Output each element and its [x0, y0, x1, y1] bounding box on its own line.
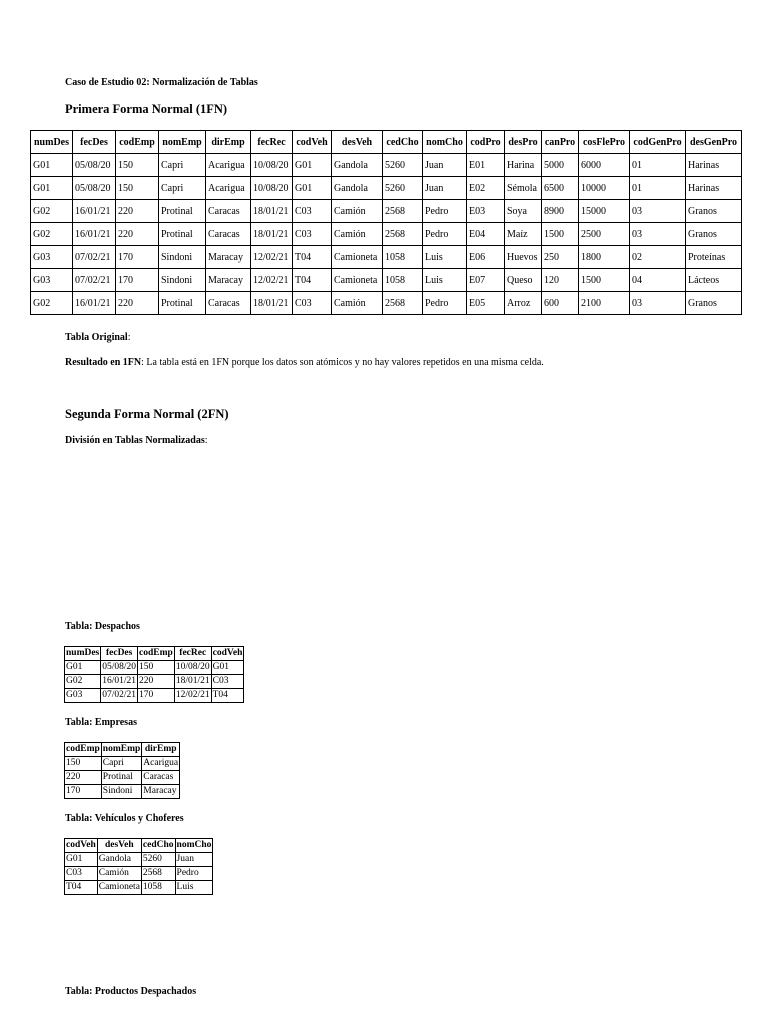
table-cell: Sindoni [101, 785, 141, 799]
table-cell: 220 [138, 675, 175, 689]
table-cell: 2568 [383, 223, 423, 246]
table-cell: Granos [686, 200, 742, 223]
table-cell: Juan [423, 177, 467, 200]
table-cell: 05/08/20 [101, 661, 138, 675]
table-row [31, 246, 742, 269]
table-cell: Pedro [175, 867, 213, 881]
table-cell: 18/01/21 [251, 200, 293, 223]
table-cell: 170 [116, 269, 159, 292]
table-cell: Sémola [505, 177, 542, 200]
table-row [65, 867, 213, 881]
column-header: nomCho [175, 839, 213, 853]
table-cell: 600 [542, 292, 579, 315]
table-cell: 07/02/21 [73, 269, 116, 292]
table-cell: 6000 [579, 154, 630, 177]
vehiculos-table [64, 838, 213, 895]
table-row [65, 661, 244, 675]
table-cell: 150 [116, 154, 159, 177]
case-study-title: Caso de Estudio 02: Normalización de Tablas [65, 77, 258, 88]
table-row [31, 154, 742, 177]
column-header: fecRec [174, 647, 211, 661]
column-header: codVeh [211, 647, 244, 661]
table-cell: Huevos [505, 246, 542, 269]
table-cell: C03 [293, 223, 332, 246]
table-cell: Camioneta [97, 881, 141, 895]
table-cell: G03 [31, 269, 73, 292]
column-header: desVeh [97, 839, 141, 853]
table-cell: Capri [159, 177, 206, 200]
table-cell: 01 [630, 177, 686, 200]
table-cell: Caracas [206, 200, 251, 223]
table-cell: Capri [101, 757, 141, 771]
table-header-row [31, 131, 742, 154]
despachos-table-label: Tabla: Despachos [65, 621, 140, 632]
table-cell: 10000 [579, 177, 630, 200]
table-cell: T04 [211, 689, 244, 703]
table-cell: 15000 [579, 200, 630, 223]
table-cell: G01 [293, 154, 332, 177]
table-header-row [65, 743, 180, 757]
table-cell: E06 [467, 246, 505, 269]
table-cell: G01 [293, 177, 332, 200]
table-cell: 03 [630, 200, 686, 223]
table-cell: Luis [423, 269, 467, 292]
table-cell: G01 [31, 154, 73, 177]
table-cell: 01 [630, 154, 686, 177]
table-cell: T04 [65, 881, 98, 895]
table-row [31, 200, 742, 223]
table-cell: Queso [505, 269, 542, 292]
table-cell: Camioneta [332, 246, 383, 269]
column-header: nomCho [423, 131, 467, 154]
table-cell: G03 [65, 689, 101, 703]
table-row [31, 292, 742, 315]
table-row [65, 689, 244, 703]
table-cell: G02 [31, 223, 73, 246]
table-cell: Maíz [505, 223, 542, 246]
column-header: codGenPro [630, 131, 686, 154]
table-cell: G02 [65, 675, 101, 689]
table-cell: 03 [630, 223, 686, 246]
column-header: cosFlePro [579, 131, 630, 154]
table-cell: Protinal [159, 223, 206, 246]
table-cell: C03 [293, 292, 332, 315]
column-header: codEmp [116, 131, 159, 154]
table-cell: 1500 [542, 223, 579, 246]
table-cell: 12/02/21 [251, 269, 293, 292]
table-cell: 170 [65, 785, 102, 799]
table-row [31, 269, 742, 292]
table-cell: 2568 [383, 292, 423, 315]
table-cell: 2500 [579, 223, 630, 246]
table-row [31, 223, 742, 246]
table-cell: Harinas [686, 177, 742, 200]
column-header: dirEmp [206, 131, 251, 154]
column-header: cedCho [141, 839, 175, 853]
table-cell: 2100 [579, 292, 630, 315]
table-cell: G02 [31, 292, 73, 315]
table-cell: Harinas [686, 154, 742, 177]
table-header-row [65, 647, 244, 661]
table-cell: 12/02/21 [174, 689, 211, 703]
vehiculos-table-label: Tabla: Vehículos y Choferes [65, 813, 184, 824]
column-header: desPro [505, 131, 542, 154]
table-cell: 16/01/21 [73, 292, 116, 315]
table-cell: 1500 [579, 269, 630, 292]
table-cell: 8900 [542, 200, 579, 223]
table-row [31, 177, 742, 200]
table-cell: G03 [31, 246, 73, 269]
table-row [65, 771, 180, 785]
table-row [65, 675, 244, 689]
table-cell: T04 [293, 246, 332, 269]
table-row [65, 853, 213, 867]
table-cell: Maracay [206, 246, 251, 269]
table-cell: 04 [630, 269, 686, 292]
column-header: codPro [467, 131, 505, 154]
table-cell: 220 [65, 771, 102, 785]
table-cell: G01 [65, 853, 98, 867]
column-header: desGenPro [686, 131, 742, 154]
table-cell: 170 [138, 689, 175, 703]
table-cell: Capri [159, 154, 206, 177]
table-cell: Caracas [142, 771, 180, 785]
table-cell: 6500 [542, 177, 579, 200]
table-cell: 250 [542, 246, 579, 269]
table-cell: Arroz [505, 292, 542, 315]
table-cell: Juan [423, 154, 467, 177]
table-cell: 10/08/20 [174, 661, 211, 675]
despachos-table [64, 646, 244, 703]
column-header: nomEmp [101, 743, 141, 757]
table-row [65, 881, 213, 895]
column-header: codVeh [65, 839, 98, 853]
original-table [30, 130, 742, 315]
empresas-table [64, 742, 180, 799]
column-header: cedCho [383, 131, 423, 154]
table-cell: Protinal [159, 200, 206, 223]
column-header: fecDes [73, 131, 116, 154]
table-cell: Soya [505, 200, 542, 223]
table-cell: 1058 [383, 269, 423, 292]
result-1fn-text: Resultado en 1FN: La tabla está en 1FN porque los datos son atómicos y no hay valores repetidos en una misma celda. [65, 357, 544, 368]
table-cell: 1058 [383, 246, 423, 269]
table-cell: 18/01/21 [251, 223, 293, 246]
section-heading-1fn: Primera Forma Normal (1FN) [65, 102, 228, 116]
table-cell: E07 [467, 269, 505, 292]
table-cell: Camión [332, 200, 383, 223]
table-cell: E03 [467, 200, 505, 223]
table-cell: 18/01/21 [251, 292, 293, 315]
table-cell: Acarigua [206, 177, 251, 200]
column-header: fecRec [251, 131, 293, 154]
table-cell: Juan [175, 853, 213, 867]
column-header: desVeh [332, 131, 383, 154]
table-cell: Granos [686, 292, 742, 315]
table-cell: 07/02/21 [101, 689, 138, 703]
section-heading-2fn: Segunda Forma Normal (2FN) [65, 407, 229, 421]
table-cell: T04 [293, 269, 332, 292]
table-cell: Maracay [206, 269, 251, 292]
column-header: dirEmp [142, 743, 180, 757]
table-cell: E04 [467, 223, 505, 246]
table-cell: 5260 [383, 154, 423, 177]
table-cell: 03 [630, 292, 686, 315]
original-table-caption: Tabla Original: [65, 332, 131, 343]
table-cell: 1058 [141, 881, 175, 895]
table-cell: Proteínas [686, 246, 742, 269]
table-cell: 18/01/21 [174, 675, 211, 689]
table-cell: E01 [467, 154, 505, 177]
table-cell: C03 [293, 200, 332, 223]
table-cell: Luis [175, 881, 213, 895]
table-cell: C03 [211, 675, 244, 689]
table-cell: Caracas [206, 223, 251, 246]
table-cell: G01 [65, 661, 101, 675]
table-cell: 12/02/21 [251, 246, 293, 269]
table-cell: Pedro [423, 223, 467, 246]
column-header: fecDes [101, 647, 138, 661]
column-header: codEmp [138, 647, 175, 661]
table-cell: Sindoni [159, 269, 206, 292]
table-cell: E02 [467, 177, 505, 200]
table-cell: 220 [116, 223, 159, 246]
table-cell: 170 [116, 246, 159, 269]
table-cell: G02 [31, 200, 73, 223]
table-cell: 16/01/21 [73, 223, 116, 246]
table-cell: 05/08/20 [73, 154, 116, 177]
empresas-table-label: Tabla: Empresas [65, 717, 137, 728]
table-cell: 5260 [141, 853, 175, 867]
table-cell: Gandola [332, 177, 383, 200]
table-cell: Gandola [97, 853, 141, 867]
column-header: codEmp [65, 743, 102, 757]
table-cell: Granos [686, 223, 742, 246]
table-cell: Acarigua [142, 757, 180, 771]
table-cell: Luis [423, 246, 467, 269]
table-cell: Maracay [142, 785, 180, 799]
column-header: numDes [31, 131, 73, 154]
table-cell: 10/08/20 [251, 154, 293, 177]
table-cell: 5000 [542, 154, 579, 177]
table-cell: 07/02/21 [73, 246, 116, 269]
table-cell: Lácteos [686, 269, 742, 292]
table-cell: Caracas [206, 292, 251, 315]
table-cell: 120 [542, 269, 579, 292]
table-cell: Camión [97, 867, 141, 881]
table-cell: Pedro [423, 200, 467, 223]
table-cell: 5260 [383, 177, 423, 200]
table-cell: Harina [505, 154, 542, 177]
table-cell: 1800 [579, 246, 630, 269]
table-cell: Protinal [101, 771, 141, 785]
table-cell: Protinal [159, 292, 206, 315]
table-cell: Camión [332, 223, 383, 246]
table-row [65, 785, 180, 799]
table-cell: Gandola [332, 154, 383, 177]
table-cell: G01 [211, 661, 244, 675]
table-cell: Sindoni [159, 246, 206, 269]
table-cell: Camión [332, 292, 383, 315]
table-cell: 16/01/21 [101, 675, 138, 689]
table-cell: Acarigua [206, 154, 251, 177]
table-row [65, 757, 180, 771]
table-cell: Camioneta [332, 269, 383, 292]
division-caption: División en Tablas Normalizadas: [65, 435, 208, 446]
table-cell: 10/08/20 [251, 177, 293, 200]
table-cell: 220 [116, 292, 159, 315]
column-header: codVeh [293, 131, 332, 154]
table-cell: 150 [138, 661, 175, 675]
table-cell: 220 [116, 200, 159, 223]
table-header-row [65, 839, 213, 853]
column-header: nomEmp [159, 131, 206, 154]
table-cell: 02 [630, 246, 686, 269]
table-cell: E05 [467, 292, 505, 315]
table-cell: G01 [31, 177, 73, 200]
table-cell: C03 [65, 867, 98, 881]
table-cell: 2568 [141, 867, 175, 881]
column-header: canPro [542, 131, 579, 154]
table-cell: 150 [116, 177, 159, 200]
table-cell: 16/01/21 [73, 200, 116, 223]
table-cell: 150 [65, 757, 102, 771]
column-header: numDes [65, 647, 101, 661]
productos-table-label: Tabla: Productos Despachados [65, 986, 197, 997]
table-cell: 05/08/20 [73, 177, 116, 200]
table-cell: Pedro [423, 292, 467, 315]
table-cell: 2568 [383, 200, 423, 223]
